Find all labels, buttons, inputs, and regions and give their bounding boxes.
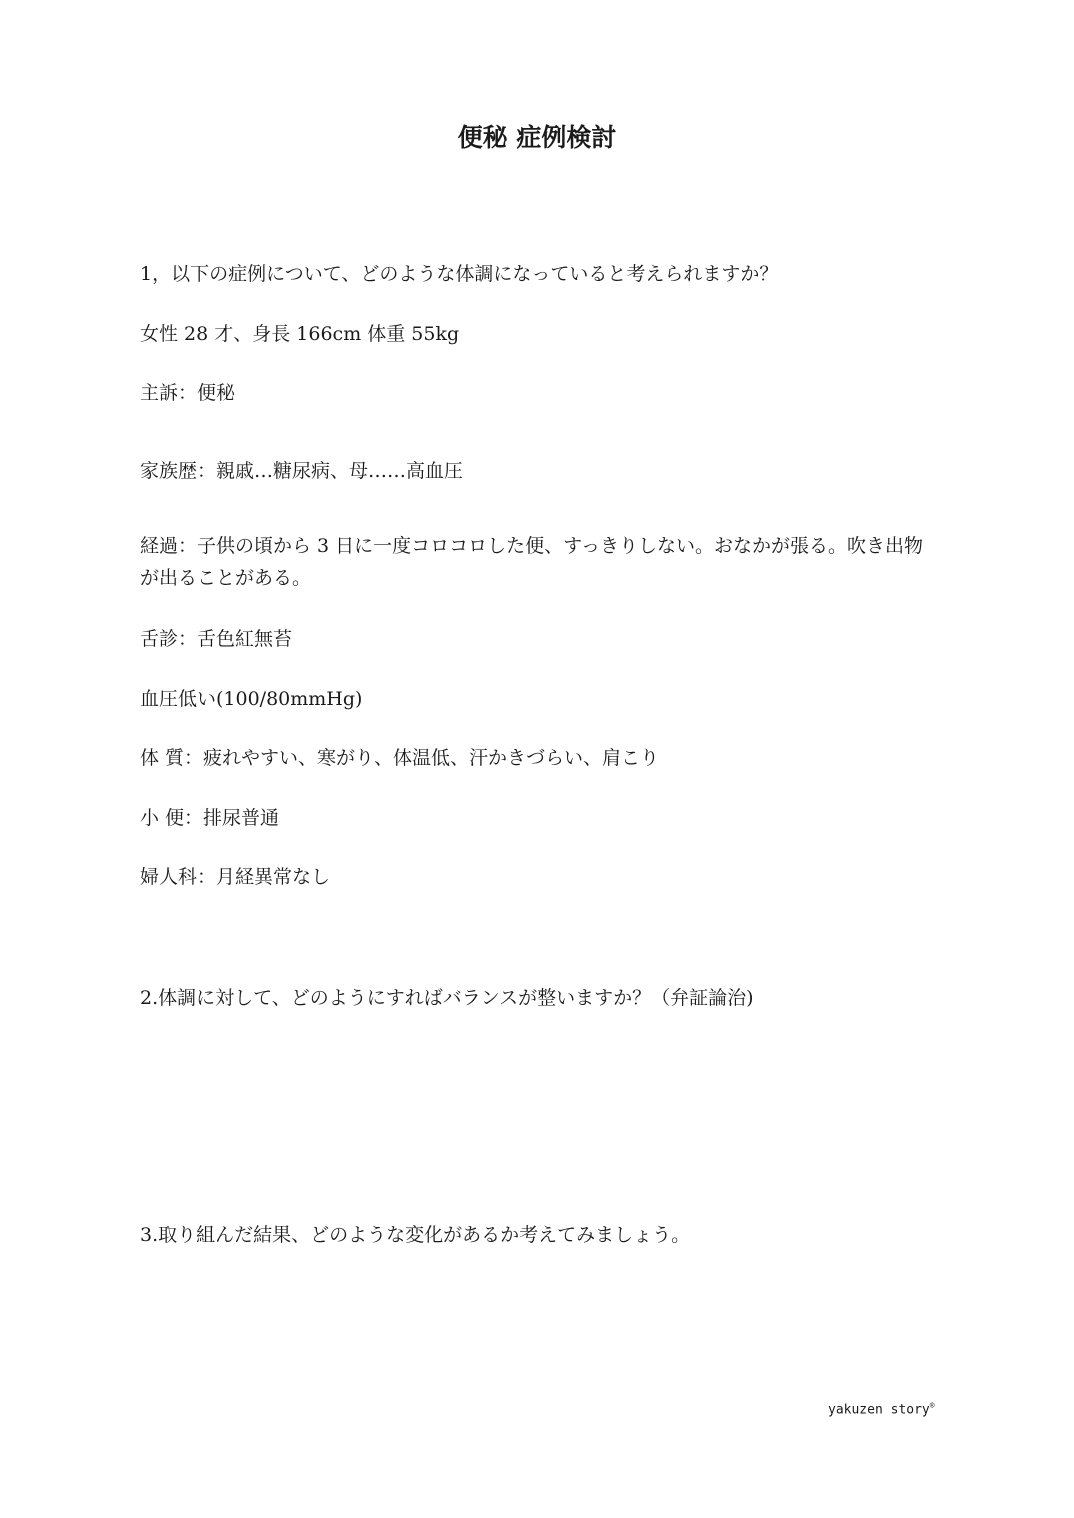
question-3-prompt: 3.取り組んだ結果、どのような変化があるか考えてみましょう。 [140,1224,691,1246]
registered-mark: ® [929,1401,935,1410]
progress-history: 経過：子供の頃から 3 日に一度コロコロした便、すっきりしない。おなかが張る。吹き出物が出ることがある。 [140,535,924,589]
page-title: 便秘 症例検討 [457,123,617,152]
question-2-prompt: 2.体調に対して、どのようにすればバランスが整いますか？（弁証論治) [140,987,754,1009]
constitution: 体 質：疲れやすい、寒がり、体温低、汗かきづらい、肩こり [140,747,660,769]
blood-pressure: 血圧低い(100/80mmHg) [140,688,363,710]
urine: 小 便：排尿普通 [140,807,280,829]
family-history: 家族歴：親戚…糖尿病、母……高血圧 [140,460,464,482]
tongue-diagnosis: 舌診：舌色紅無苔 [140,628,293,650]
brand-name: yakuzen story [828,1402,930,1418]
gynecology: 婦人科：月経異常なし [140,866,331,888]
chief-complaint: 主訴：便秘 [140,382,236,404]
patient-profile: 女性 28 才、身長 166cm 体重 55kg [140,323,460,345]
question-1-prompt: 1，以下の症例について、どのような体調になっていると考えられますか？ [140,263,779,285]
footer-brand [828,1396,935,1420]
